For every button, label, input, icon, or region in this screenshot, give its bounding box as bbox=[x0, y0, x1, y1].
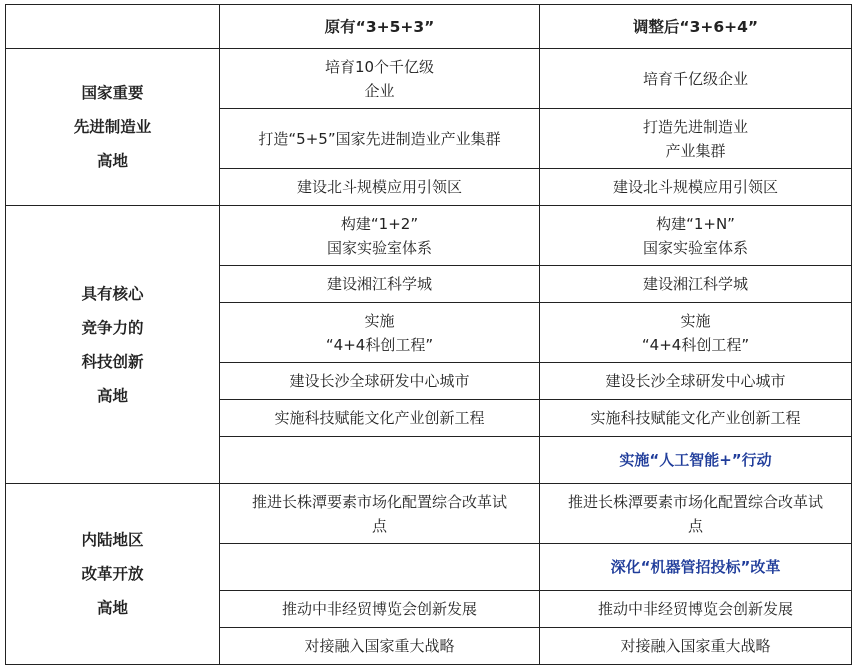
original-cell bbox=[220, 363, 540, 400]
adjusted-cell bbox=[540, 169, 852, 206]
adjusted-cell bbox=[540, 303, 852, 363]
header-adjusted: 调整后“3+6+4” bbox=[540, 5, 852, 49]
category-line: 竞争力的 bbox=[81, 318, 144, 337]
adjusted-cell-line: 实施“人工智能+”行动 bbox=[619, 451, 772, 469]
adjusted-cell bbox=[540, 437, 852, 484]
table-row bbox=[6, 484, 852, 544]
adjusted-cell bbox=[540, 49, 852, 109]
adjusted-cell-line: 建设长沙全球研发中心城市 bbox=[605, 372, 786, 390]
adjusted-cell bbox=[540, 109, 852, 169]
original-cell-line: 培育10个千亿级 bbox=[324, 57, 435, 76]
category-cell bbox=[6, 49, 220, 206]
adjusted-cell bbox=[540, 206, 852, 266]
original-cell bbox=[220, 628, 540, 665]
comparison-table bbox=[5, 4, 852, 665]
adjusted-cell bbox=[540, 363, 852, 400]
adjusted-cell-line: “4+4科创工程” bbox=[641, 335, 750, 354]
original-cell-line: “4+4科创工程” bbox=[325, 335, 434, 354]
category-cell bbox=[6, 484, 220, 665]
original-cell-line: 点 bbox=[371, 516, 387, 535]
adjusted-cell-line: 推进长株潭要素市场化配置综合改革试 bbox=[567, 492, 823, 511]
adjusted-cell bbox=[540, 544, 852, 591]
adjusted-cell-line: 深化“机器管招投标”改革 bbox=[610, 558, 781, 576]
adjusted-cell-line: 产业集群 bbox=[665, 141, 726, 160]
adjusted-cell-line: 国家实验室体系 bbox=[642, 238, 748, 257]
table-row bbox=[6, 206, 852, 266]
category-line: 高地 bbox=[96, 386, 128, 405]
original-cell-line: 构建“1+2” bbox=[340, 214, 419, 233]
original-cell-line: 打造“5+5”国家先进制造业产业集群 bbox=[258, 129, 501, 148]
adjusted-cell-line: 打造先进制造业 bbox=[642, 117, 748, 136]
original-cell-line: 建设北斗规模应用引领区 bbox=[296, 178, 462, 196]
adjusted-cell-line: 实施 bbox=[680, 311, 711, 330]
original-cell bbox=[220, 206, 540, 266]
category-line: 内陆地区 bbox=[81, 531, 144, 549]
original-cell bbox=[220, 591, 540, 628]
category-line: 改革开放 bbox=[81, 565, 144, 583]
original-cell-line: 企业 bbox=[364, 81, 395, 100]
original-cell-line: 对接融入国家重大战略 bbox=[304, 637, 455, 655]
original-cell-line: 实施科技赋能文化产业创新工程 bbox=[274, 409, 485, 427]
header-empty-cell bbox=[6, 5, 220, 49]
category-line: 科技创新 bbox=[81, 352, 144, 371]
original-cell-line: 国家实验室体系 bbox=[326, 238, 432, 257]
original-cell-line: 建设湘江科学城 bbox=[326, 275, 432, 293]
table-row bbox=[6, 49, 852, 109]
adjusted-cell bbox=[540, 591, 852, 628]
header-original: 原有“3+5+3” bbox=[220, 5, 540, 49]
adjusted-cell-line: 推动中非经贸博览会创新发展 bbox=[597, 600, 793, 618]
adjusted-cell-line: 构建“1+N” bbox=[656, 214, 735, 233]
adjusted-cell-line: 实施科技赋能文化产业创新工程 bbox=[590, 409, 801, 427]
adjusted-cell-line: 建设北斗规模应用引领区 bbox=[612, 178, 778, 196]
original-cell-line: 推动中非经贸博览会创新发展 bbox=[281, 600, 477, 618]
original-cell bbox=[220, 400, 540, 437]
original-cell bbox=[220, 544, 540, 591]
adjusted-cell-line: 培育千亿级企业 bbox=[642, 69, 748, 88]
original-cell bbox=[220, 49, 540, 109]
original-cell-line: 推进长株潭要素市场化配置综合改革试 bbox=[251, 492, 507, 511]
adjusted-cell bbox=[540, 484, 852, 544]
adjusted-cell bbox=[540, 400, 852, 437]
category-line: 先进制造业 bbox=[73, 118, 152, 136]
adjusted-cell-line: 点 bbox=[687, 516, 703, 535]
category-line: 国家重要 bbox=[81, 84, 144, 102]
original-cell-line: 建设长沙全球研发中心城市 bbox=[289, 372, 470, 390]
original-cell bbox=[220, 303, 540, 363]
original-cell bbox=[220, 169, 540, 206]
category-line: 具有核心 bbox=[81, 284, 144, 303]
adjusted-cell-line: 建设湘江科学城 bbox=[642, 275, 748, 293]
original-cell bbox=[220, 109, 540, 169]
category-line: 高地 bbox=[96, 152, 128, 170]
original-cell bbox=[220, 484, 540, 544]
category-line: 高地 bbox=[96, 599, 128, 617]
original-cell bbox=[220, 437, 540, 484]
category-cell bbox=[6, 206, 220, 484]
original-cell bbox=[220, 266, 540, 303]
adjusted-cell bbox=[540, 628, 852, 665]
adjusted-cell-line: 对接融入国家重大战略 bbox=[620, 637, 771, 655]
adjusted-cell bbox=[540, 266, 852, 303]
original-cell-line: 实施 bbox=[364, 311, 395, 330]
header-row bbox=[6, 5, 852, 49]
